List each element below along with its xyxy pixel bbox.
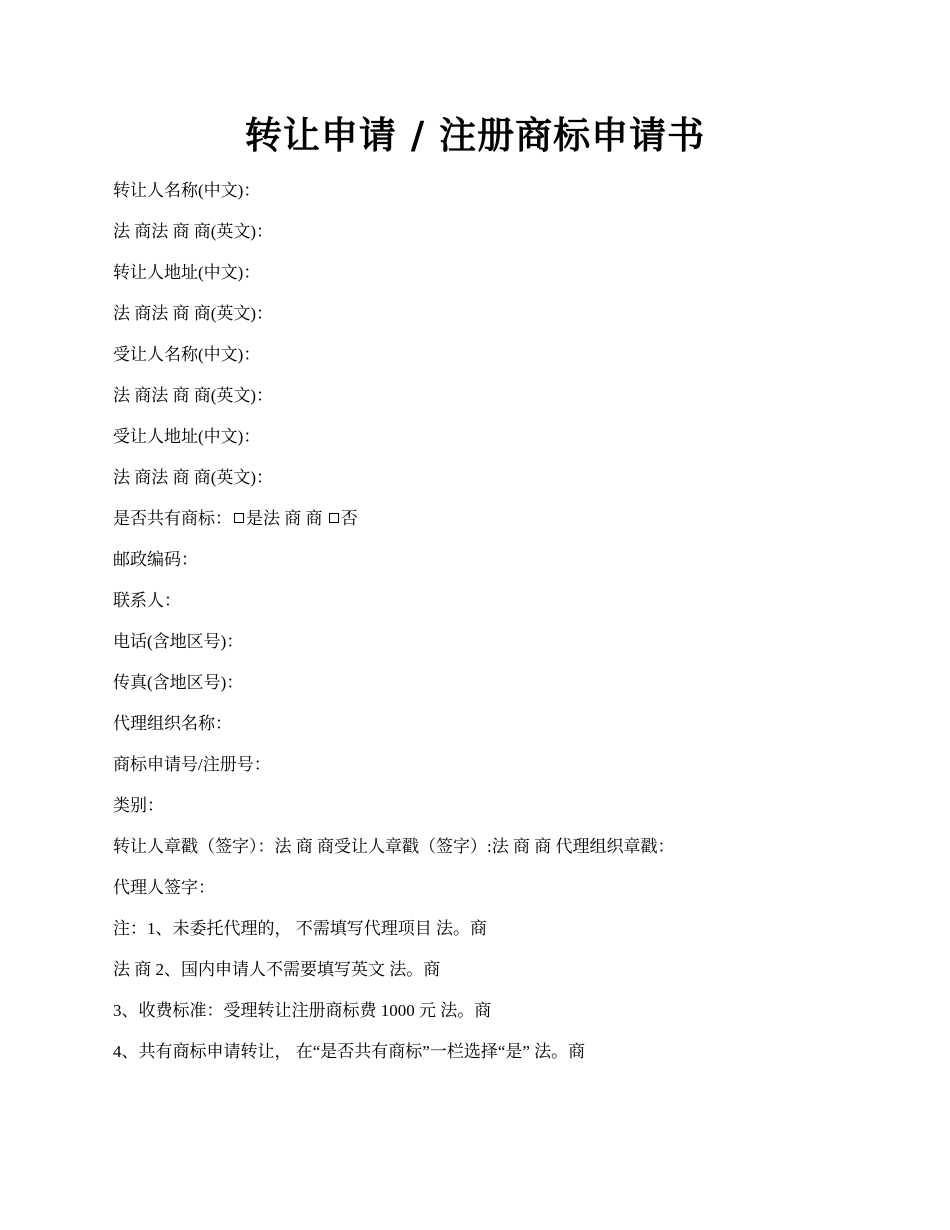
note-1: 注：1、未委托代理的， 不需填写代理项目 法。商 <box>113 919 487 938</box>
transferee-name-cn: 受让人名称(中文)： <box>113 345 261 364</box>
signatures: 转让人章戳（签字）：法 商 商受让人章戳（签字）:法 商 商 代理组织章戳： <box>113 837 675 856</box>
shared-no-label: 否 <box>340 509 358 528</box>
shared-yes-label: 是法 商 商 <box>246 509 327 528</box>
transferor-name-cn: 转让人名称(中文)： <box>113 181 261 200</box>
shared-no-checkbox[interactable] <box>329 513 339 523</box>
contact-person: 联系人： <box>113 591 181 610</box>
transferor-address-cn: 转让人地址(中文)： <box>113 263 261 282</box>
shared-trademark-label: 是否共有商标： <box>113 509 232 528</box>
shared-yes-checkbox[interactable] <box>234 513 244 523</box>
transferor-name-en: 法 商法 商 商(英文)： <box>113 222 274 241</box>
agent-signature: 代理人签字： <box>113 878 215 897</box>
shared-trademark-row <box>113 504 893 545</box>
transferee-name-en: 法 商法 商 商(英文)： <box>113 386 274 405</box>
note-2: 法 商 2、国内申请人不需要填写英文 法。商 <box>113 960 441 979</box>
transferor-address-en: 法 商法 商 商(英文)： <box>113 304 274 323</box>
fax: 传真(含地区号)： <box>113 673 244 692</box>
class: 类别： <box>113 796 164 815</box>
application-number: 商标申请号/注册号： <box>113 755 271 774</box>
transferee-address-en: 法 商法 商 商(英文)： <box>113 468 274 487</box>
note-4: 4、共有商标申请转让， 在“是否共有商标”一栏选择“是” 法。商 <box>113 1042 586 1061</box>
agency-name: 代理组织名称： <box>113 714 232 733</box>
transferee-address-cn: 受让人地址(中文)： <box>113 427 261 446</box>
note-3: 3、收费标准：受理转让注册商标费 1000 元 法。商 <box>113 1001 492 1020</box>
page-title: 转让申请 / 注册商标申请书 <box>244 114 706 157</box>
phone: 电话(含地区号)： <box>113 632 244 651</box>
form-lines <box>113 176 893 1078</box>
postal-code: 邮政编码： <box>113 550 198 569</box>
